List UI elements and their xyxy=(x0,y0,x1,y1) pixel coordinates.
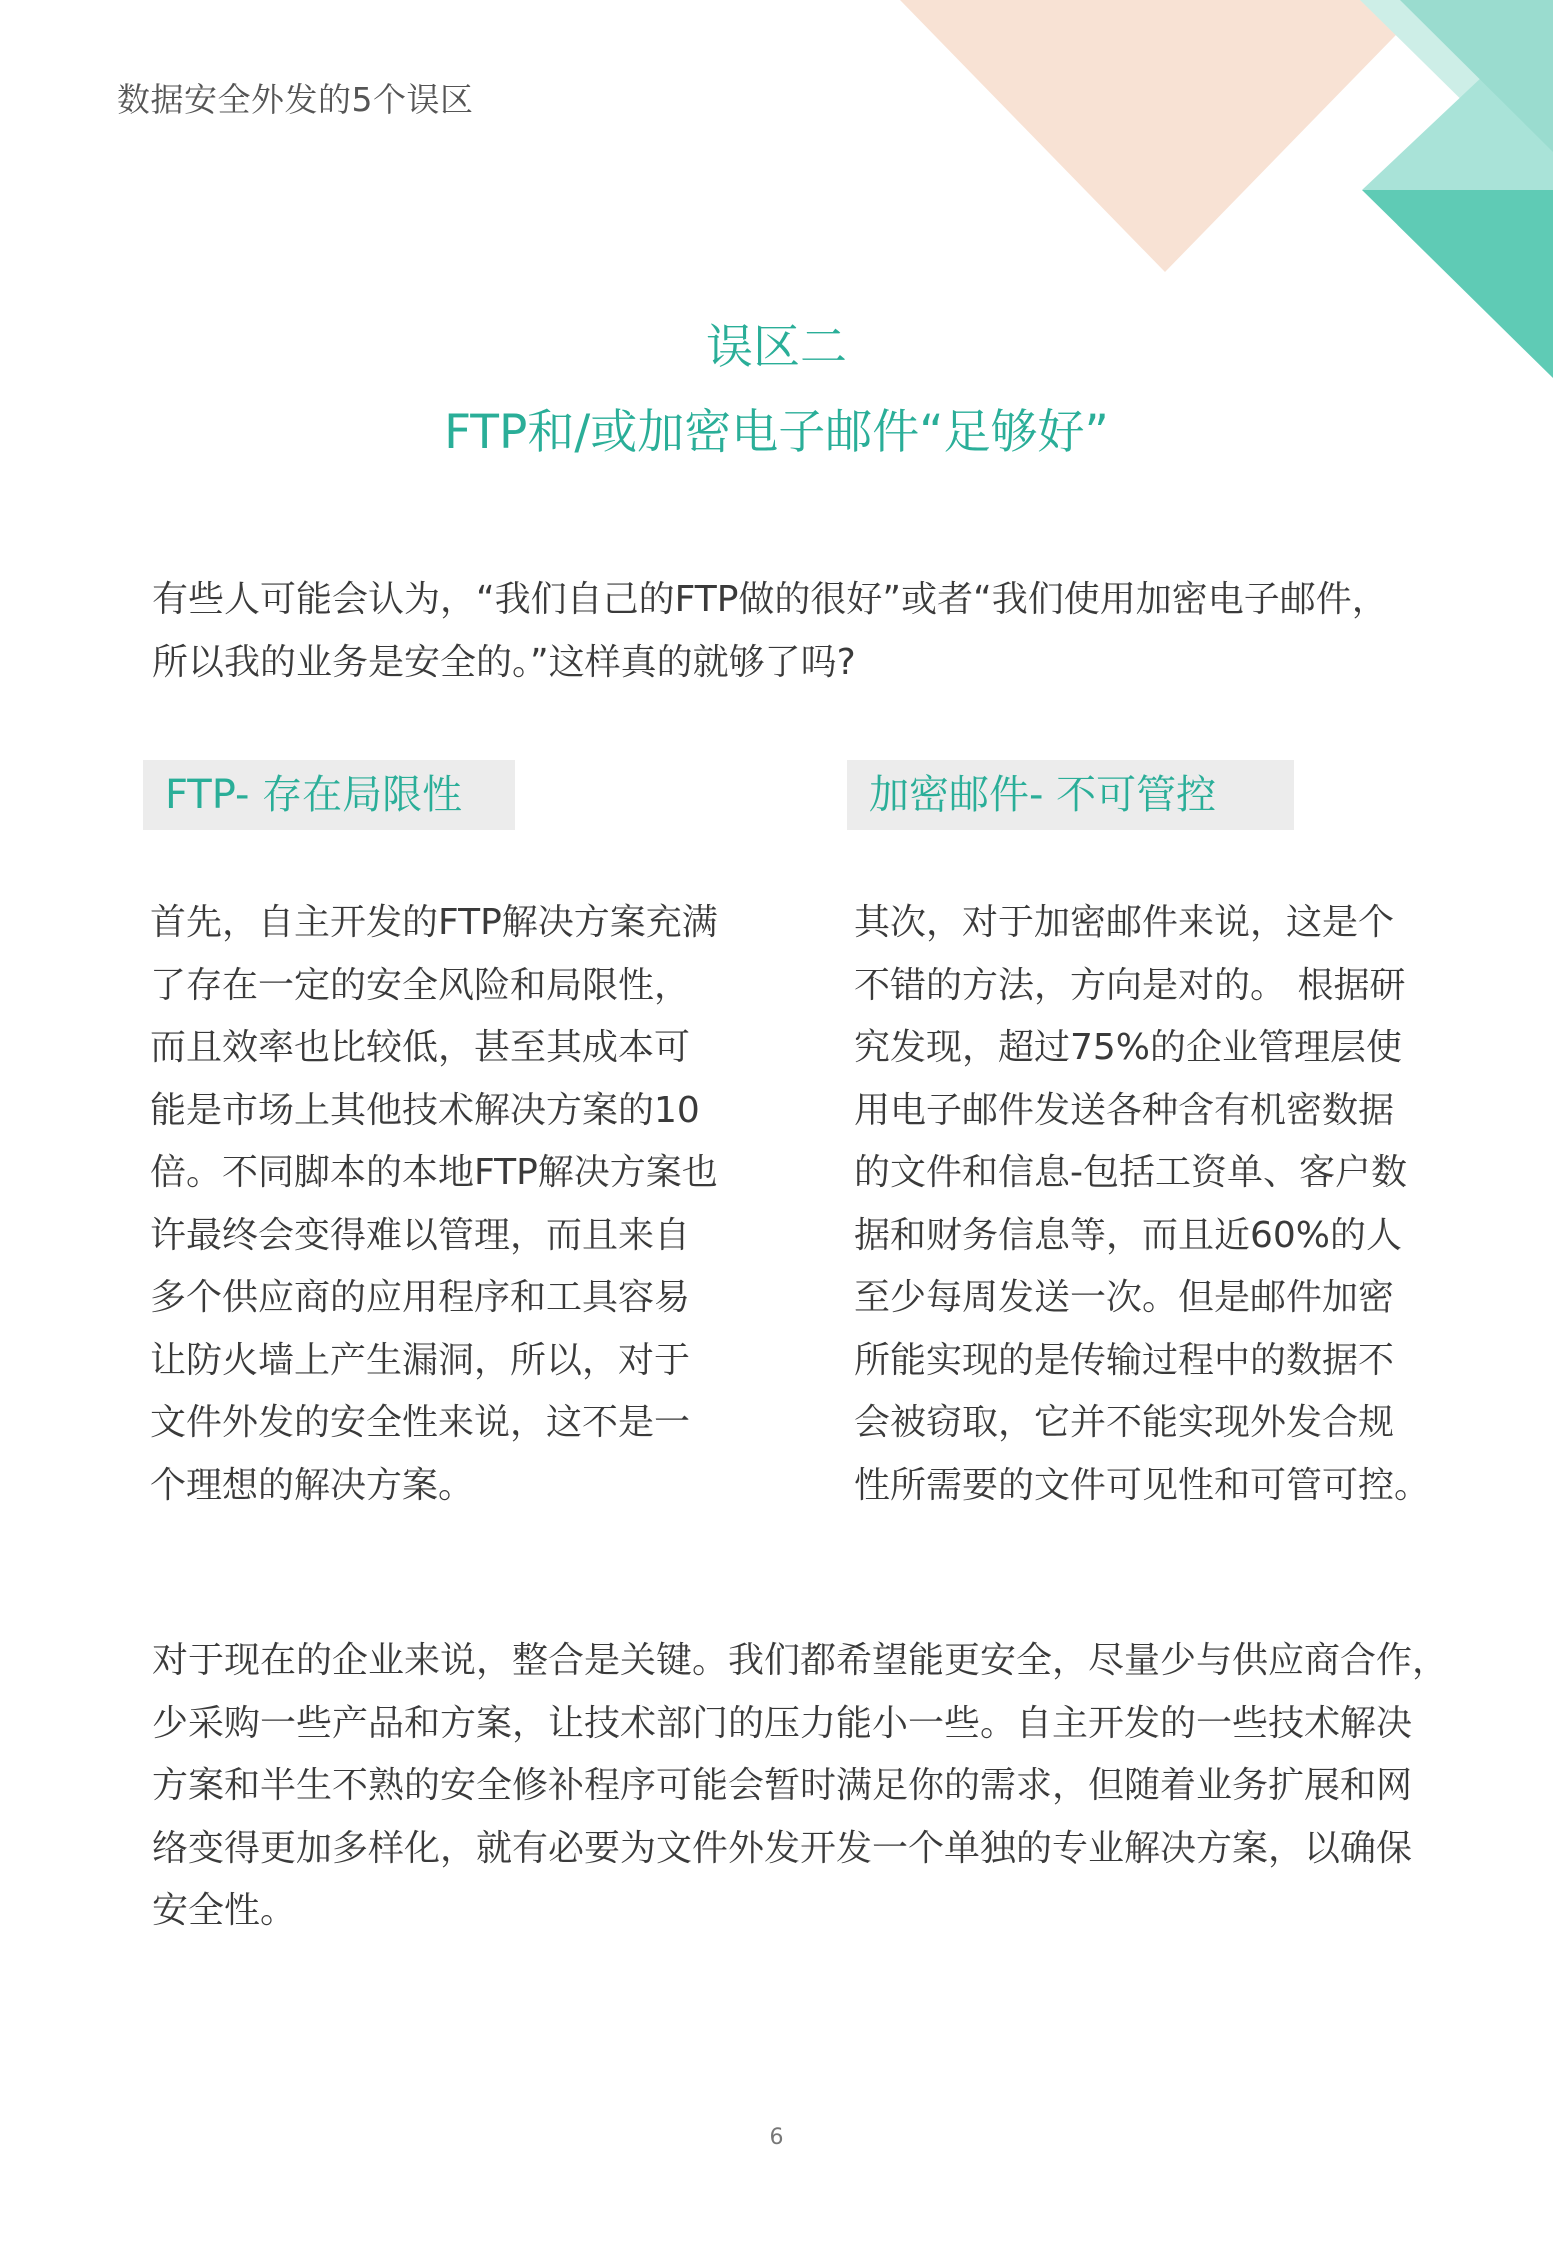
text-line: 多个供应商的应用程序和工具容易 xyxy=(150,1277,691,1318)
text-line: 会被窃取，它并不能实现外发合规 xyxy=(854,1402,1395,1443)
mid-mint-triangle xyxy=(1400,0,1553,152)
text-line: 性所需要的文件可见性和可管可控。 xyxy=(854,1464,1431,1506)
ftp-paragraph xyxy=(150,892,718,1517)
text-line: 不错的方法，方向是对的。 根据研 xyxy=(854,964,1406,1006)
text-line: 方案和半生不熟的安全修补程序可能会暂时满足你的需求，但随着业务扩展和网 xyxy=(152,1765,1413,1806)
text-line: 倍。不同脚本的本地FTP解决方案也 xyxy=(150,1152,718,1193)
closing-paragraph xyxy=(152,1630,1449,1943)
text-line: 据和财务信息等，而且近60%的人 xyxy=(854,1214,1403,1256)
text-line: 了存在一定的安全风险和局限性， xyxy=(150,964,691,1006)
document-header-title: 数据安全外发的5个误区 xyxy=(117,80,474,119)
section-subheading: FTP和/或加密电子邮件“足够好” xyxy=(444,405,1109,460)
text-line: 至少每周发送一次。但是邮件加密 xyxy=(854,1277,1395,1318)
text-line: 而且效率也比较低，甚至其成本可 xyxy=(150,1027,691,1068)
text-line: 其次，对于加密邮件来说，这是个 xyxy=(854,902,1395,943)
text-line: 能是市场上其他技术解决方案的10 xyxy=(150,1089,700,1131)
text-line: 对于现在的企业来说，整合是关键。我们都希望能更安全，尽量少与供应商合作， xyxy=(152,1640,1449,1681)
page-number: 6 xyxy=(769,2125,784,2150)
text-line: 少采购一些产品和方案，让技术部门的压力能小一些。自主开发的一些技术解决 xyxy=(152,1702,1413,1744)
text-line: 个理想的解决方案。 xyxy=(150,1464,475,1506)
text-line: 首先，自主开发的FTP解决方案充满 xyxy=(150,902,718,943)
encrypted-email-paragraph xyxy=(854,892,1431,1517)
text-line: 让防火墙上产生漏洞，所以，对于 xyxy=(150,1339,691,1381)
text-line: 所能实现的是传输过程中的数据不 xyxy=(854,1339,1395,1381)
ftp-limitations-tag: FTP- 存在局限性 xyxy=(143,760,515,830)
peach-triangle xyxy=(900,0,1430,272)
text-line: 许最终会变得难以管理，而且来自 xyxy=(150,1214,691,1256)
light-mint-triangle xyxy=(1360,0,1553,190)
text-line: 文件外发的安全性来说，这不是一 xyxy=(150,1402,691,1443)
text-line: 络变得更加多样化，就有必要为文件外发开发一个单独的专业解决方案，以确保 xyxy=(152,1827,1413,1869)
mint-triangle xyxy=(1362,10,1553,190)
intro-paragraph: 有些人可能会认为，“我们自己的FTP做的很好”或者“我们使用加密电子邮件，所以我的业务是安全的。”这样真的就够了吗? xyxy=(152,579,1388,683)
encrypted-email-tag: 加密邮件- 不可管控 xyxy=(847,760,1294,830)
text-line: 究发现，超过75%的企业管理层使 xyxy=(854,1027,1403,1068)
text-line: 安全性。 xyxy=(152,1890,297,1931)
text-line: 用电子邮件发送各种含有机密数据 xyxy=(854,1089,1395,1131)
text-line: 的文件和信息-包括工资单、客户数 xyxy=(854,1152,1407,1193)
section-heading: 误区二 xyxy=(706,320,847,375)
